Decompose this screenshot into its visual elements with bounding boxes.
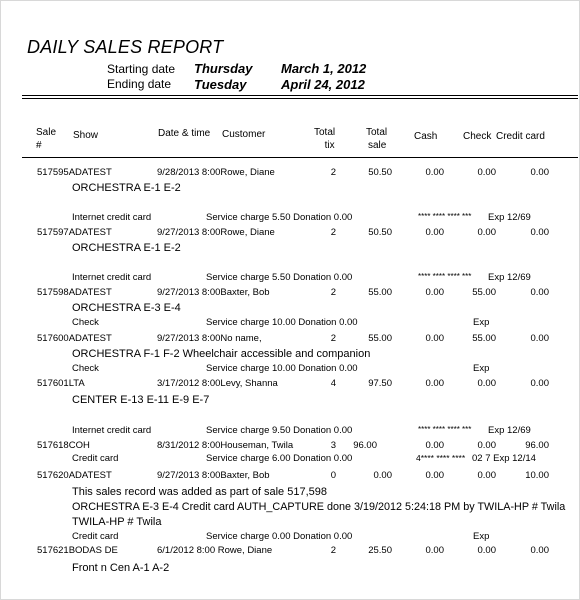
row-check: 0.00 (477, 378, 496, 389)
payment-method: Internet credit card (72, 425, 152, 436)
row-datetime: 8/31/2012 8:00Houseman, Twila (157, 440, 294, 451)
heading-divider (22, 95, 578, 99)
starting-day: Thursday (194, 61, 253, 76)
row-check: 55.00 (472, 333, 496, 344)
row-check: 0.00 (477, 167, 496, 178)
row-total: 50.50 (368, 227, 392, 238)
service-charge: Service charge 5.50 Donation 0.00 (206, 272, 353, 283)
row-check: 0.00 (477, 227, 496, 238)
row-seats: ORCHESTRA E-1 E-2 (72, 182, 181, 194)
row-tix: 2 (330, 167, 336, 178)
row-cash: 0.00 (425, 440, 444, 451)
row-datetime: 9/27/2013 8:00Rowe, Diane (157, 227, 275, 238)
row-credit: 0.00 (530, 167, 549, 178)
payment-method: Internet credit card (72, 212, 152, 223)
row-check: 55.00 (472, 287, 496, 298)
starting-date-label: Starting date (107, 62, 176, 76)
col-total-sale: Total sale (366, 127, 388, 151)
table-row: 517597ADATEST (37, 227, 112, 238)
service-charge: Service charge 10.00 Donation 0.00 (206, 317, 358, 328)
card-exp: 02 7 Exp 12/14 (472, 453, 536, 464)
row-datetime: 3/17/2012 8:00Levy, Shanna (157, 378, 278, 389)
row-cash: 0.00 (425, 167, 444, 178)
row-total: 0.00 (373, 470, 392, 481)
row-seats: ORCHESTRA E-1 E-2 (72, 242, 181, 254)
col-customer: Customer (222, 129, 266, 140)
payment-method: Credit card (72, 531, 119, 542)
row-credit: 96.00 (525, 440, 549, 451)
row-datetime: 9/27/2013 8:00Baxter, Bob (157, 470, 270, 481)
service-charge: Service charge 10.00 Donation 0.00 (206, 363, 358, 374)
row-tix: 4 (330, 378, 336, 389)
table-row: 517621BODAS DE (37, 545, 118, 556)
payment-method: Check (72, 363, 99, 374)
row-tix: 0 (330, 470, 336, 481)
card-exp: Exp 12/69 (488, 425, 531, 436)
row-seats: Front n Cen A-1 A-2 (72, 562, 170, 574)
service-charge: Service charge 6.00 Donation 0.00 (206, 453, 353, 464)
row-credit: 0.00 (530, 378, 549, 389)
payment-method: Internet credit card (72, 272, 152, 283)
col-total-tix: Total tix (314, 127, 336, 151)
row-datetime: 9/27/2013 8:00No name, (157, 333, 262, 344)
card-exp: Exp 12/69 (488, 212, 531, 223)
row-tix: 2 (330, 287, 336, 298)
card-number: **** **** **** *** (418, 272, 472, 281)
row-check: 0.00 (477, 545, 496, 556)
sale-note: This sales record was added as part of sale 517,598 (72, 486, 327, 498)
row-credit: 0.00 (530, 333, 549, 344)
service-charge: Service charge 0.00 Donation 0.00 (206, 531, 353, 542)
row-datetime: 9/28/2013 8:00Rowe, Diane (157, 167, 275, 178)
card-number: **** **** **** *** (418, 212, 472, 221)
row-total: 96.00 (353, 440, 377, 451)
col-credit: Credit card (496, 131, 545, 142)
row-credit: 0.00 (530, 545, 549, 556)
row-cash: 0.00 (425, 545, 444, 556)
auth-note-cont: TWILA-HP # Twila (72, 516, 162, 528)
row-credit: 0.00 (530, 227, 549, 238)
row-cash: 0.00 (425, 470, 444, 481)
row-seats: CENTER E-13 E-11 E-9 E-7 (72, 394, 210, 406)
col-check: Check (463, 131, 492, 142)
card-exp: Exp (473, 531, 490, 542)
auth-note: ORCHESTRA E-3 E-4 Credit card AUTH_CAPTURE done 3/19/2012 5:24:18 PM by TWILA-HP # Twila (72, 501, 566, 513)
service-charge: Service charge 9.50 Donation 0.00 (206, 425, 353, 436)
row-tix: 2 (330, 227, 336, 238)
row-cash: 0.00 (425, 378, 444, 389)
row-total: 55.00 (368, 333, 392, 344)
row-datetime: 6/1/2012 8:00 Rowe, Diane (157, 545, 273, 556)
row-credit: 0.00 (530, 287, 549, 298)
header-divider (22, 157, 578, 158)
row-total: 25.50 (368, 545, 392, 556)
row-total: 50.50 (368, 167, 392, 178)
row-check: 0.00 (477, 470, 496, 481)
row-check: 0.00 (477, 440, 496, 451)
table-row: 517598ADATEST (37, 287, 112, 298)
table-row: 517620ADATEST (37, 470, 112, 481)
row-datetime: 9/27/2013 8:00Baxter, Bob (157, 287, 270, 298)
card-exp: Exp (473, 317, 490, 328)
row-tix: 2 (330, 545, 336, 556)
row-credit: 10.00 (525, 470, 549, 481)
row-cash: 0.00 (425, 333, 444, 344)
ending-day: Tuesday (194, 77, 247, 92)
col-cash: Cash (414, 131, 438, 142)
table-row: 517601LTA (37, 378, 85, 389)
service-charge: Service charge 5.50 Donation 0.00 (206, 212, 353, 223)
starting-date: March 1, 2012 (281, 61, 367, 76)
table-row: 517618COH (37, 440, 90, 451)
row-cash: 0.00 (425, 227, 444, 238)
table-row: 517600ADATEST (37, 333, 112, 344)
col-sale: Sale # (36, 127, 57, 151)
card-exp: Exp (473, 363, 490, 374)
row-total: 55.00 (368, 287, 392, 298)
report-title: DAILY SALES REPORT (27, 37, 224, 57)
row-seats: ORCHESTRA E-3 E-4 (72, 302, 181, 314)
row-cash: 0.00 (425, 287, 444, 298)
table-row: 517595ADATEST (37, 167, 112, 178)
ending-date-label: Ending date (107, 77, 172, 91)
payment-method: Credit card (72, 453, 119, 464)
col-show: Show (73, 130, 99, 141)
row-seats: ORCHESTRA F-1 F-2 Wheelchair accessible and companion (72, 348, 371, 360)
card-number: **** **** **** *** (418, 425, 472, 434)
row-total: 97.50 (368, 378, 392, 389)
col-datetime: Date & time (158, 128, 211, 139)
row-tix: 2 (330, 333, 336, 344)
card-number: 4**** **** **** (416, 453, 466, 463)
card-exp: Exp 12/69 (488, 272, 531, 283)
ending-date: April 24, 2012 (281, 77, 365, 92)
payment-method: Check (72, 317, 99, 328)
row-tix: 3 (330, 440, 336, 451)
